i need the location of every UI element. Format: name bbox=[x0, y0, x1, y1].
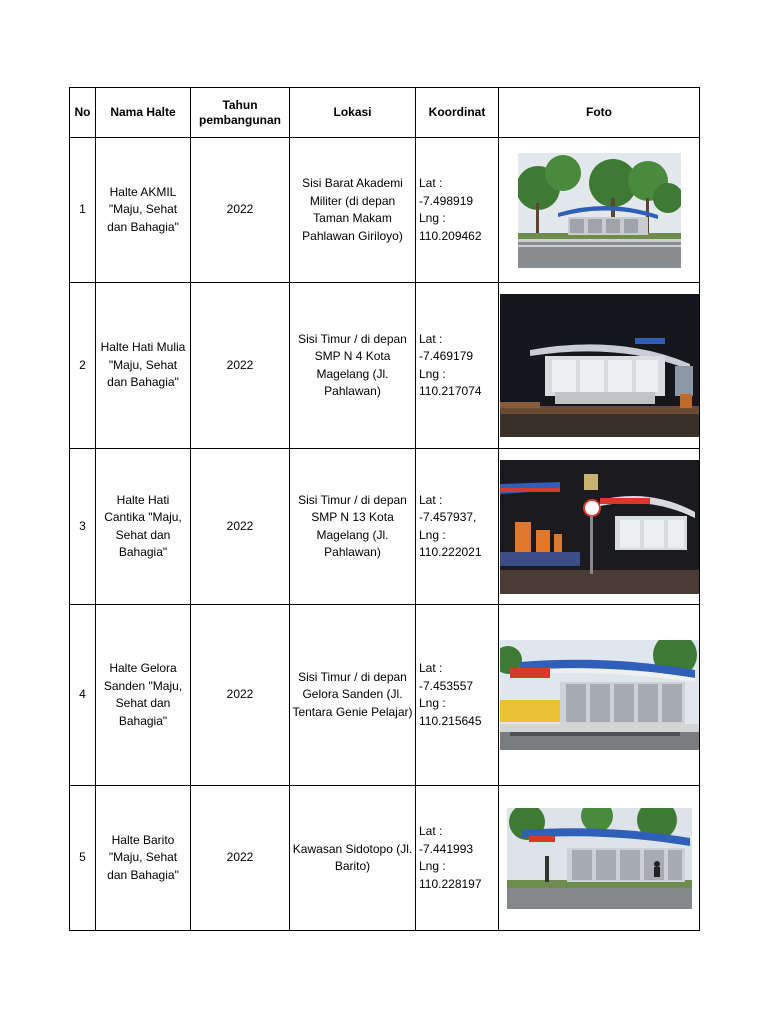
photo-halte-akmil bbox=[518, 153, 681, 268]
header-row bbox=[70, 88, 700, 138]
cell-foto bbox=[499, 605, 700, 786]
cell-no: 3 bbox=[70, 449, 96, 605]
cell-tahun: 2022 bbox=[191, 449, 290, 605]
cell-koordinat: Lat : -7.469179 Lng : 110.217074 bbox=[416, 283, 499, 449]
cell-nama-halte: Halte Hati Cantika "Maju, Sehat dan Bahagia" bbox=[96, 449, 191, 605]
cell-tahun: 2022 bbox=[191, 786, 290, 931]
cell-no: 2 bbox=[70, 283, 96, 449]
cell-no: 1 bbox=[70, 138, 96, 283]
cell-koordinat: Lat : -7.441993 Lng : 110.228197 bbox=[416, 786, 499, 931]
photo-halte-hati-mulia bbox=[500, 294, 699, 437]
header-lokasi: Lokasi bbox=[290, 88, 416, 138]
cell-foto bbox=[499, 786, 700, 931]
cell-koordinat: Lat : -7.453557 Lng : 110.215645 bbox=[416, 605, 499, 786]
cell-nama-halte: Halte Barito "Maju, Sehat dan Bahagia" bbox=[96, 786, 191, 931]
table-row bbox=[70, 605, 700, 786]
cell-no: 4 bbox=[70, 605, 96, 786]
cell-lokasi: Kawasan Sidotopo (Jl. Barito) bbox=[290, 786, 416, 931]
header-foto: Foto bbox=[499, 88, 700, 138]
photo-halte-hati-cantika bbox=[500, 460, 699, 594]
header-tahun: Tahun pembangunan bbox=[191, 88, 290, 138]
cell-foto bbox=[499, 283, 700, 449]
table-row bbox=[70, 449, 700, 605]
cell-nama-halte: Halte Gelora Sanden "Maju, Sehat dan Bahagia" bbox=[96, 605, 191, 786]
cell-lokasi: Sisi Timur / di depan SMP N 13 Kota Magelang (Jl. Pahlawan) bbox=[290, 449, 416, 605]
cell-lokasi: Sisi Timur / di depan SMP N 4 Kota Magelang (Jl. Pahlawan) bbox=[290, 283, 416, 449]
cell-lokasi: Sisi Timur / di depan Gelora Sanden (Jl. Tentara Genie Pelajar) bbox=[290, 605, 416, 786]
cell-tahun: 2022 bbox=[191, 605, 290, 786]
table-row bbox=[70, 786, 700, 931]
cell-tahun: 2022 bbox=[191, 283, 290, 449]
table-row bbox=[70, 283, 700, 449]
cell-tahun: 2022 bbox=[191, 138, 290, 283]
photo-halte-barito bbox=[507, 808, 692, 909]
halte-table bbox=[69, 87, 700, 931]
header-koordinat: Koordinat bbox=[416, 88, 499, 138]
table-row bbox=[70, 138, 700, 283]
cell-koordinat: Lat : -7.457937, Lng : 110.222021 bbox=[416, 449, 499, 605]
cell-foto bbox=[499, 138, 700, 283]
cell-lokasi: Sisi Barat Akademi Militer (di depan Taman Makam Pahlawan Giriloyo) bbox=[290, 138, 416, 283]
cell-foto bbox=[499, 449, 700, 605]
header-nama-halte: Nama Halte bbox=[96, 88, 191, 138]
photo-halte-gelora-sanden bbox=[500, 640, 699, 750]
cell-nama-halte: Halte AKMIL "Maju, Sehat dan Bahagia" bbox=[96, 138, 191, 283]
cell-koordinat: Lat : -7.498919 Lng : 110.209462 bbox=[416, 138, 499, 283]
header-no: No bbox=[70, 88, 96, 138]
cell-no: 5 bbox=[70, 786, 96, 931]
cell-nama-halte: Halte Hati Mulia "Maju, Sehat dan Bahagia" bbox=[96, 283, 191, 449]
